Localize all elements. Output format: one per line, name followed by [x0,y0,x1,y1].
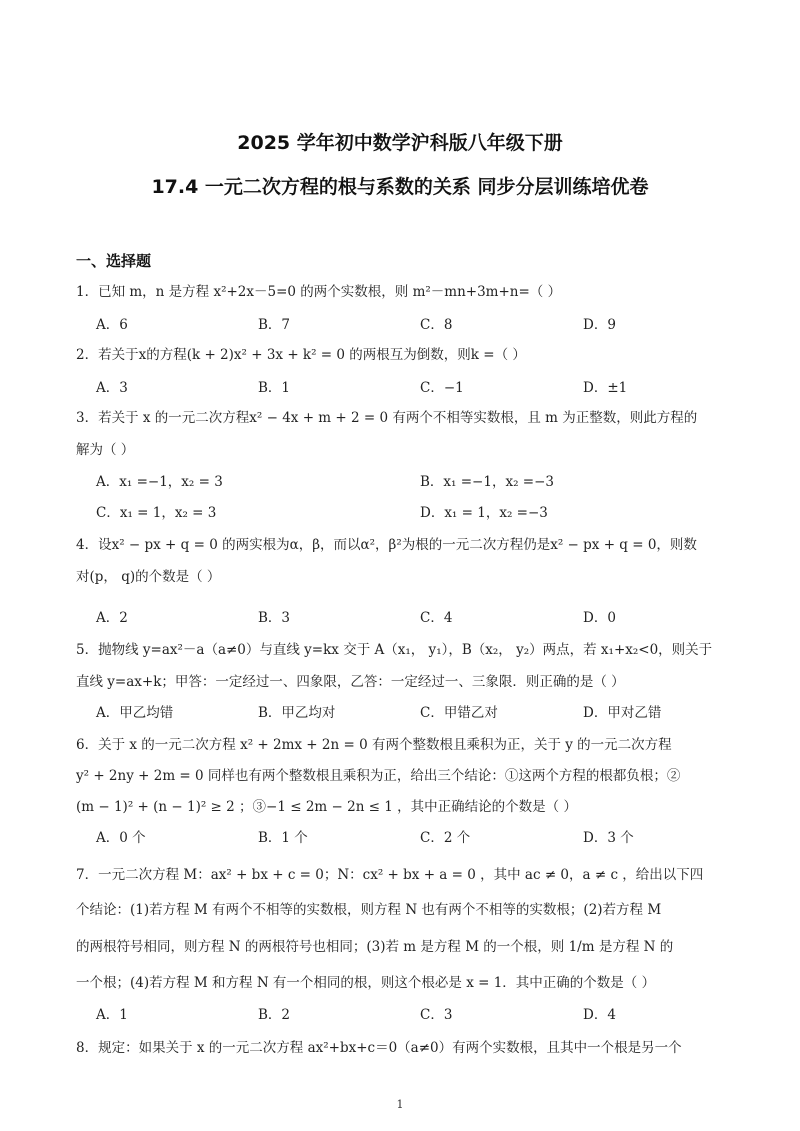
document-subtitle: 17.4 一元二次方程的根与系数的关系 同步分层训练培优卷 [151,176,649,198]
q1-option-d: D．9 [583,317,616,333]
q5-option-a: A．甲乙均错 [96,705,174,721]
q5-option-d: D．甲对乙错 [583,705,662,721]
q2-option-c: C．−1 [420,380,464,396]
q7-option-c: C．3 [420,1007,453,1023]
question-8-stem-line-1: 8．规定：如果关于 x 的一元二次方程 ax²+bx+c＝0（a≠0）有两个实数根，且其中一个根是另一个 [76,1040,682,1056]
question-7-stem-line-3: 的两根符号相同，则方程 N 的两根符号也相同；(3)若 m 是方程 M 的一个根，则 1/m 是方程 N 的 [76,939,674,955]
section-title: 一、选择题 [76,252,152,270]
question-6-stem-line-3: (m − 1)² + (n − 1)² ≥ 2 ；③−1 ≤ 2m − 2n ≤ 1 ，其中正确结论的个数是（ ） [76,799,577,815]
q4-option-b: B．3 [258,610,291,626]
q4-option-a: A．2 [96,610,128,626]
q2-option-a: A．3 [96,380,128,396]
question-1-stem: 1．已知 m，n 是方程 x²+2x－5=0 的两个实数根，则 m²－mn+3m+n=（ ） [76,284,562,300]
q5-option-b: B．甲乙均对 [258,705,336,721]
q7-option-d: D．4 [583,1007,616,1023]
q7-option-b: B．2 [258,1007,291,1023]
question-3-stem-line-1: 3．若关于 x 的一元二次方程x² − 4x + m + 2 = 0 有两个不相等实数根，且 m 为正整数，则此方程的 [76,410,698,426]
page-number: 1 [396,1098,404,1111]
question-2-stem: 2．若关于x的方程(k + 2)x² + 3x + k² = 0 的两根互为倒数，则k =（ ） [76,347,526,363]
q1-option-c: C．8 [420,317,453,333]
question-7-stem-line-2: 个结论：(1)若方程 M 有两个不相等的实数根，则方程 N 也有两个不相等的实数根；(2)若方程 M [76,902,662,918]
q2-option-b: B．1 [258,380,291,396]
q3-option-d: D．x₁ = 1，x₂ =−3 [420,505,548,521]
q7-option-a: A．1 [96,1007,128,1023]
document-title: 2025 学年初中数学沪科版八年级下册 [237,132,563,154]
q4-option-c: C．4 [420,610,453,626]
question-6-stem-line-1: 6．关于 x 的一元二次方程 x² + 2mx + 2n = 0 有两个整数根且乘积为正，关于 y 的一元二次方程 [76,737,672,753]
q3-option-a: A．x₁ =−1，x₂ = 3 [96,474,223,490]
question-6-stem-line-2: y² + 2ny + 2m = 0 同样也有两个整数根且乘积为正，给出三个结论：①这两个方程的根都负根；② [76,768,681,784]
question-5-stem-line-2: 直线 y=ax+k；甲答：一定经过一、四象限，乙答：一定经过一、三象限．则正确的是（ ） [76,674,625,690]
q6-option-b: B．1 个 [258,830,308,846]
question-5-stem-line-1: 5．抛物线 y=ax²－a（a≠0）与直线 y=kx 交于 A（x₁， y₁），B（x₂， y₂）两点，若 x₁+x₂<0，则关于 [76,642,713,658]
q6-option-c: C．2 个 [420,830,471,846]
q4-option-d: D．0 [583,610,616,626]
q1-option-b: B．7 [258,317,291,333]
question-4-stem-line-2: 对(p， q)的个数是（ ） [76,569,221,585]
q6-option-a: A．0 个 [96,830,146,846]
question-7-stem-line-4: 一个根；(4)若方程 M 和方程 N 有一个相同的根，则这个根必是 x = 1．其中正确的个数是（ ） [76,975,656,991]
q3-option-c: C．x₁ = 1，x₂ = 3 [96,505,217,521]
question-3-stem-line-2: 解为（ ） [76,442,135,458]
question-4-stem-line-1: 4．设x² − px + q = 0 的两实根为α，β，而以α²，β²为根的一元二次方程仍是x² − px + q = 0，则数 [76,537,697,553]
q2-option-d: D．±1 [583,380,628,396]
question-7-stem-line-1: 7．一元二次方程 M：ax² + bx + c = 0；N：cx² + bx + a = 0 ，其中 ac ≠ 0，a ≠ c ，给出以下四 [76,867,704,883]
q1-option-a: A．6 [96,317,128,333]
q3-option-b: B．x₁ =−1，x₂ =−3 [420,474,554,490]
q6-option-d: D．3 个 [583,830,634,846]
q5-option-c: C．甲错乙对 [420,705,498,721]
